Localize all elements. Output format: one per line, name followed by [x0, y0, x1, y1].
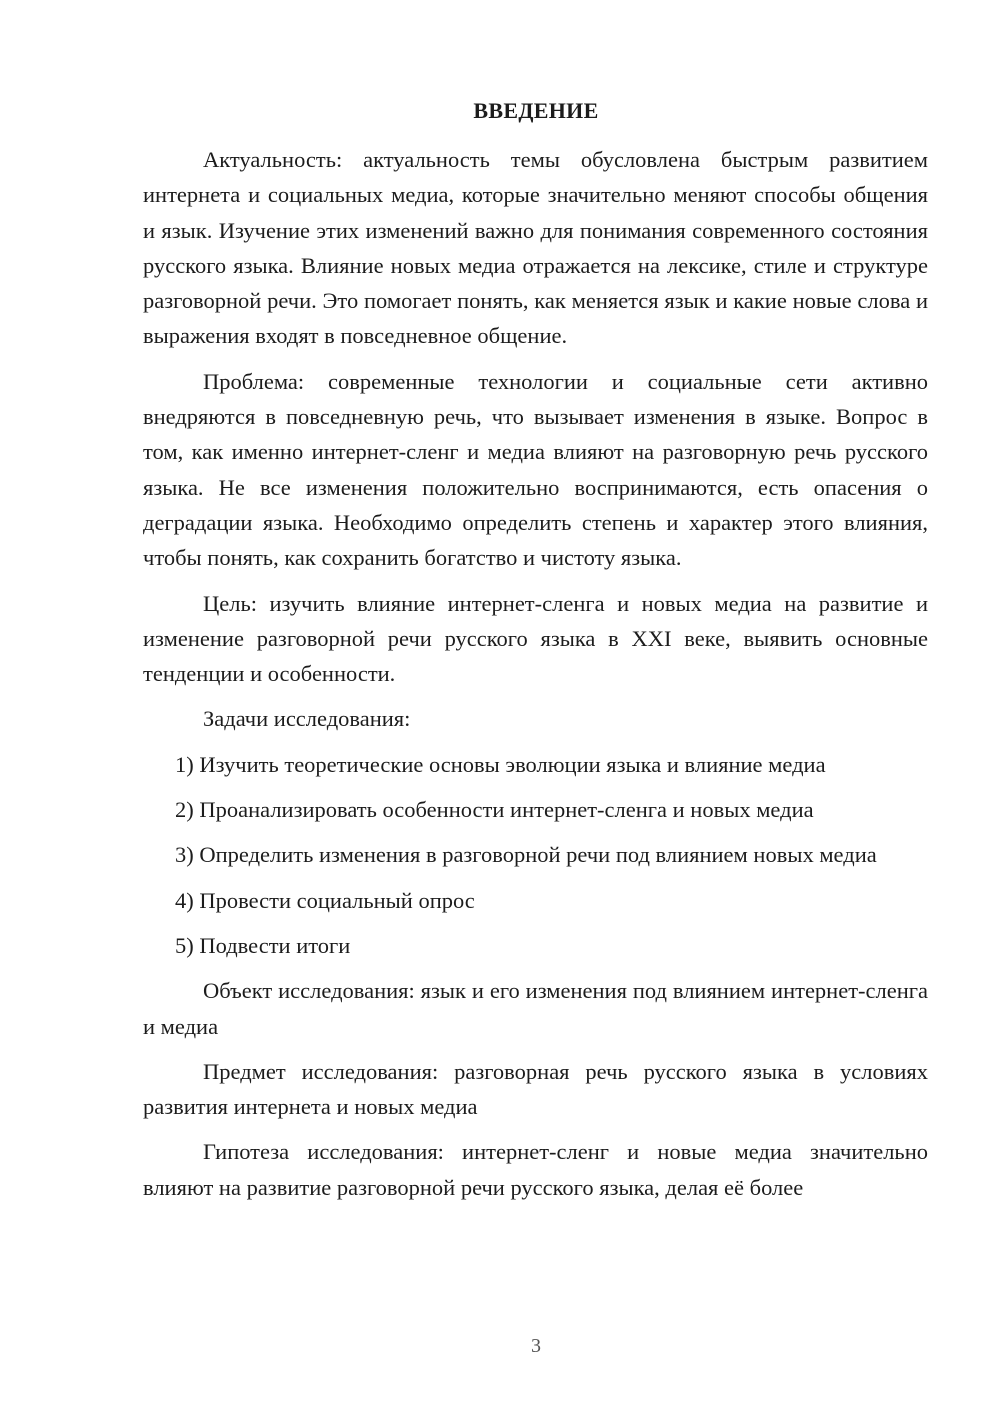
tasks-title: Задачи исследования: — [203, 706, 411, 732]
relevance-paragraph: Актуальность: актуальность темы обусловлена быстрым развитием интернета и социальных медиа, которые значительно меняют способы общения и язык. Изучение этих изменений важно для понимания современного состояния русского языка. Влияние новых медиа отражается на лексике, стиле и структуре разговорной речи. Это помогает понять, как меняется язык и какие новые слова и выражения входят в повседневное общение. — [143, 147, 928, 349]
task-item: 2) Проанализировать особенности интернет-сленга и новых медиа — [175, 797, 814, 823]
object-paragraph: Объект исследования: язык и его изменения под влиянием интернет-сленга и медиа — [143, 978, 928, 1039]
task-item: 4) Провести социальный опрос — [175, 887, 475, 913]
hypothesis-paragraph: Гипотеза исследования: интернет-сленг и новые медиа значительно влияют на развитие разговорной речи русского языка, делая её более — [143, 1139, 928, 1200]
task-item: 5) Подвести итоги — [175, 932, 351, 958]
page-number: 3 — [531, 1335, 541, 1357]
task-item: 3) Определить изменения в разговорной речи под влиянием новых медиа — [175, 842, 877, 868]
problem-paragraph: Проблема: современные технологии и социальные сети активно внедряются в повседневную речь, что вызывает изменения в языке. Вопрос в том, как именно интернет-сленг и медиа влияют на разговорную речь русского языка. Не все изменения положительно воспринимаются, есть опасения о деградации языка. Необходимо определить степень и характер этого влияния, чтобы понять, как сохранить богатство и чистоту языка. — [143, 368, 928, 571]
subject-paragraph: Предмет исследования: разговорная речь русского языка в условиях развития интернета и новых медиа — [143, 1058, 928, 1120]
document-body — [143, 142, 928, 1205]
goal-paragraph: Цель: изучить влияние интернет-сленга и новых медиа на развитие и изменение разговорной речи русского языка в XXI веке, выявить основные тенденции и особенности. — [143, 590, 928, 687]
task-item: 1) Изучить теоретические основы эволюции языка и влияние медиа — [175, 751, 826, 777]
section-heading: ВВЕДЕНИЕ — [473, 98, 599, 123]
